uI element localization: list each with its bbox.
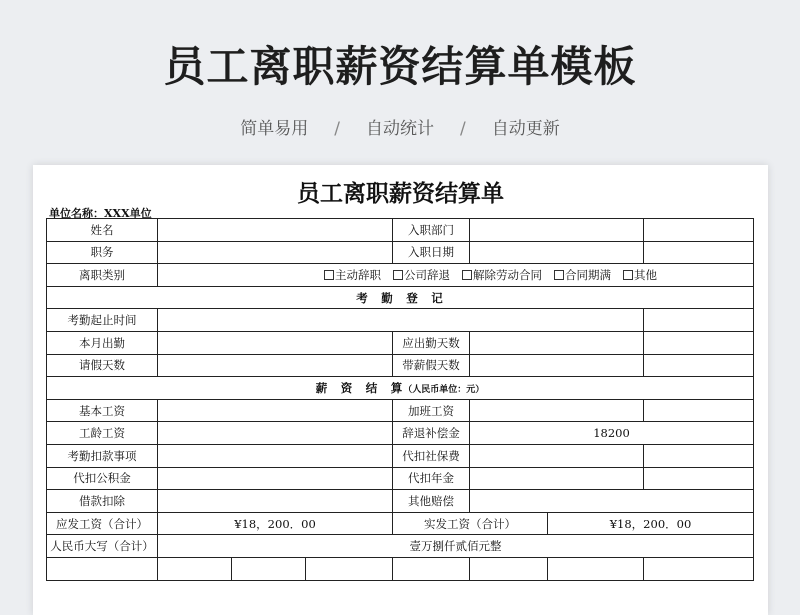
option-checkbox[interactable]: 公司辞退 xyxy=(393,267,450,283)
option-checkbox[interactable]: 解除劳动合同 xyxy=(462,267,542,283)
feature-tag: 自动统计 xyxy=(366,119,434,139)
ot-pay-field[interactable] xyxy=(470,399,644,422)
cut-off-cell xyxy=(393,557,470,580)
wage-std-field[interactable] xyxy=(644,309,754,332)
other-comp-field[interactable] xyxy=(470,490,754,513)
label-cell: 实发工资（合计） xyxy=(393,512,548,535)
hire-date-field[interactable] xyxy=(470,241,644,264)
section-header: 薪 资 结 算（人民币单位：元） xyxy=(47,377,754,400)
checkbox-icon xyxy=(623,270,633,280)
severance-value[interactable]: 18200 xyxy=(470,422,754,445)
table-row xyxy=(47,490,754,513)
label-cell: 代扣公积金 xyxy=(47,467,158,490)
currency-note: （人民币单位：元） xyxy=(403,384,485,395)
absent-days-field[interactable] xyxy=(644,354,754,377)
option-checkbox[interactable]: 其他 xyxy=(623,267,657,283)
position-field[interactable] xyxy=(158,241,393,264)
table-row xyxy=(47,444,754,467)
label-cell: 应出勤天数 xyxy=(393,331,470,354)
ot-days-field[interactable] xyxy=(644,331,754,354)
tag-separator: / xyxy=(460,119,466,139)
checkbox-icon xyxy=(393,270,403,280)
table-row xyxy=(47,557,754,580)
label-cell: 应发工资（合计） xyxy=(47,512,158,535)
table-row xyxy=(47,241,754,264)
label-cell: 辞退补偿金 xyxy=(393,422,470,445)
cut-off-cell xyxy=(644,557,754,580)
table-row xyxy=(47,309,754,332)
label-cell: 带薪假天数 xyxy=(393,354,470,377)
option-checkbox[interactable]: 合同期满 xyxy=(554,267,611,283)
cut-off-cell xyxy=(548,557,644,580)
label-cell: 人民币大写（合计） xyxy=(47,535,158,558)
social-sec-field[interactable] xyxy=(470,444,644,467)
settlement-sheet xyxy=(33,165,768,615)
paid-leave-field[interactable] xyxy=(470,354,644,377)
table-row xyxy=(47,331,754,354)
label-cell: 借款扣除 xyxy=(47,490,158,513)
feature-tags xyxy=(0,114,800,139)
feature-tag: 简单易用 xyxy=(240,119,309,139)
tag-separator: / xyxy=(334,119,340,139)
checkbox-icon xyxy=(554,270,564,280)
period-field[interactable] xyxy=(158,309,644,332)
section-header: 考 勤 登 记 xyxy=(47,286,754,309)
label-cell: 考勤起止时间 xyxy=(47,309,158,332)
tax-field[interactable] xyxy=(644,467,754,490)
month-att-field[interactable] xyxy=(158,331,393,354)
label-cell: 考勤扣款事项 xyxy=(47,444,158,467)
loan-field[interactable] xyxy=(158,490,393,513)
table-row xyxy=(47,535,754,558)
table-row xyxy=(47,467,754,490)
housing-field[interactable] xyxy=(158,467,393,490)
att-deduct-field[interactable] xyxy=(158,444,393,467)
label-cell: 基本工资 xyxy=(47,399,158,422)
emp-no-field[interactable] xyxy=(644,219,754,242)
medical-field[interactable] xyxy=(644,444,754,467)
table-row xyxy=(47,219,754,242)
feature-tag: 自动更新 xyxy=(491,119,560,139)
base-wage-field[interactable] xyxy=(158,399,393,422)
page-title: 员工离职薪资结算单模板 xyxy=(163,42,637,91)
table-row xyxy=(47,422,754,445)
label-cell: 入职部门 xyxy=(393,219,470,242)
dept-field[interactable] xyxy=(470,219,644,242)
gross-value[interactable]: ¥18，200．00 xyxy=(158,512,393,535)
table-row xyxy=(47,377,754,400)
leave-date-field[interactable] xyxy=(644,241,754,264)
cut-off-cell xyxy=(306,557,393,580)
table-row xyxy=(47,354,754,377)
cut-off-cell xyxy=(470,557,548,580)
checkbox-icon xyxy=(462,270,472,280)
document-title: 员工离职薪资结算单 xyxy=(297,180,504,207)
label-cell: 姓名 xyxy=(47,219,158,242)
table-row xyxy=(47,399,754,422)
label-cell: 其他赔偿 xyxy=(393,490,470,513)
label-cell: 代扣年金 xyxy=(393,467,470,490)
label-cell: 请假天数 xyxy=(47,354,158,377)
due-days-field[interactable] xyxy=(470,331,644,354)
label-cell: 入职日期 xyxy=(393,241,470,264)
checkbox-icon xyxy=(324,270,334,280)
table-row xyxy=(47,286,754,309)
net-value[interactable]: ¥18，200．00 xyxy=(548,512,754,535)
annuity-field[interactable] xyxy=(470,467,644,490)
label-cell: 离职类别 xyxy=(47,264,158,287)
cut-off-cell xyxy=(47,557,158,580)
label-cell: 工龄工资 xyxy=(47,422,158,445)
seniority-field[interactable] xyxy=(158,422,393,445)
table-row xyxy=(47,512,754,535)
unit-name: 单位名称：XXX单位 xyxy=(49,207,152,220)
label-cell: 本月出勤 xyxy=(47,331,158,354)
name-field[interactable] xyxy=(158,219,393,242)
option-checkbox[interactable]: 主动辞职 xyxy=(324,267,381,283)
label-cell: 职务 xyxy=(47,241,158,264)
leave-type-options xyxy=(158,264,754,287)
rmb-value[interactable]: 壹万捌仟贰佰元整 xyxy=(158,535,754,558)
table-row xyxy=(47,264,754,287)
cut-off-cell xyxy=(158,557,232,580)
allowance-field[interactable] xyxy=(644,399,754,422)
label-cell: 加班工资 xyxy=(393,399,470,422)
label-cell: 代扣社保费 xyxy=(393,444,470,467)
settlement-table xyxy=(46,218,754,581)
cut-off-cell xyxy=(232,557,306,580)
leave-days-field[interactable] xyxy=(158,354,393,377)
